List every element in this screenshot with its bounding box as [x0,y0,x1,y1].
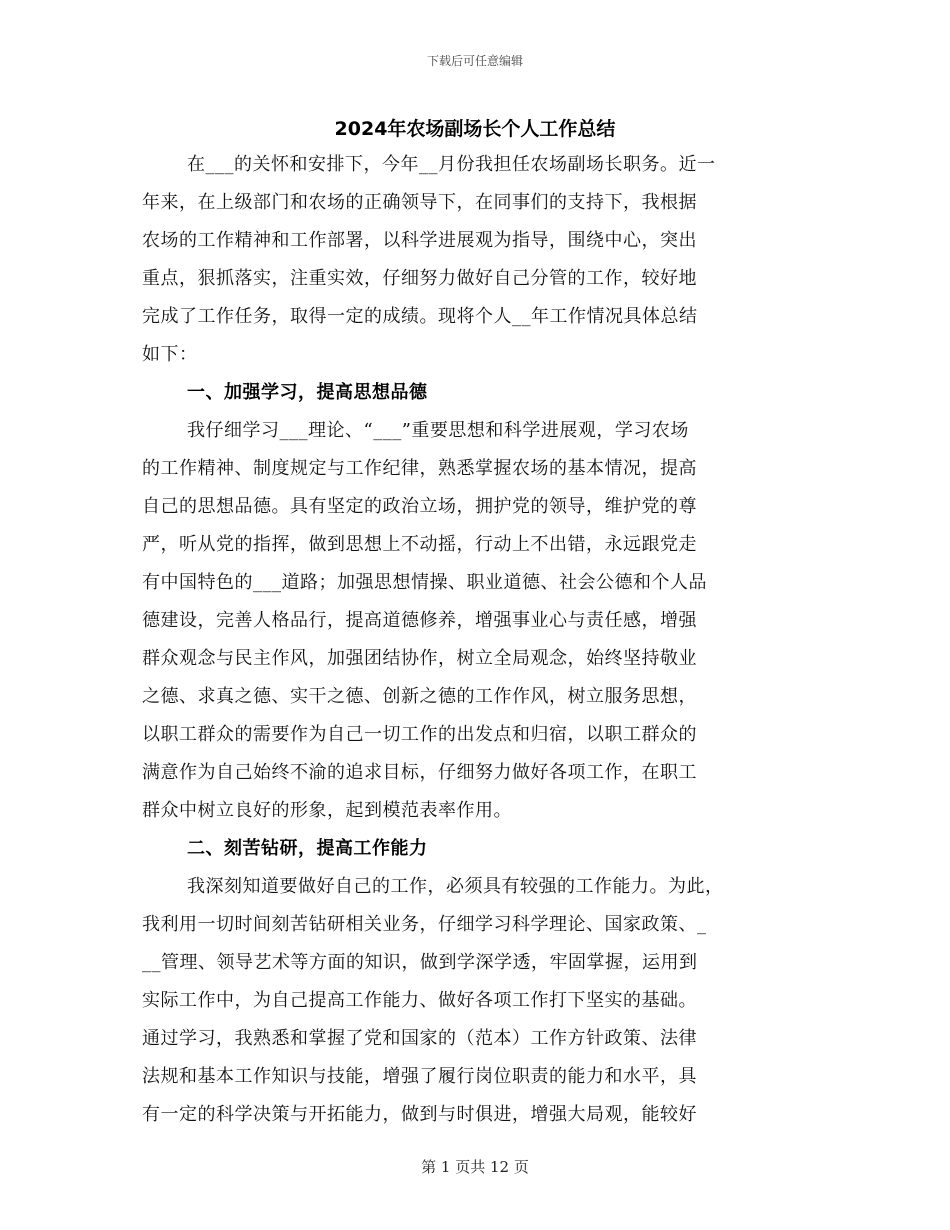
paragraph-line: 在___的关怀和安排下，今年__月份我担任农场副场长职务。近一 [187,154,716,175]
paragraph-line: 我仔细学习___理论、“___”重要思想和科学进展观，学习农场 [187,420,689,441]
document-title: 2024年农场副场长个人工作总结 [334,118,616,140]
paragraph-line: 严，听从党的指挥，做到思想上不动摇，行动上不出错，永远跟党走 [142,534,697,555]
paragraph-line: 德建设，完善人格品行，提高道德修养，增强事业心与责任感，增强 [142,610,697,631]
paragraph-line: 有中国特色的___道路；加强思想情操、职业道德、社会公德和个人品 [142,572,707,593]
page-header-note: 下载后可任意编辑 [426,54,523,68]
document-body [142,146,807,1134]
paragraph-line: 以职工群众的需要作为自己一切工作的出发点和归宿，以职工群众的 [142,724,697,745]
paragraph-line: 之德、求真之德、实干之德、创新之德的工作作风，树立服务思想， [142,686,697,707]
paragraph-line: 年来，在上级部门和农场的正确领导下，在同事们的支持下，我根据 [142,192,697,213]
page-number: 第 1 页共 12 页 [421,1158,529,1176]
paragraph-line: 有一定的科学决策与开拓能力，做到与时俱进，增强大局观，能较好 [142,1104,697,1125]
paragraph-line: 通过学习，我熟悉和掌握了党和国家的（范本）工作方针政策、法律 [142,1028,697,1049]
section-heading-2: 二、刻苦钻研，提高工作能力 [187,838,428,859]
paragraph-line: 重点，狠抓落实，注重实效，仔细努力做好自己分管的工作，较好地 [142,268,697,289]
paragraph-line: 完成了工作任务，取得一定的成绩。现将个人__年工作情况具体总结 [142,306,698,327]
paragraph-line: 自己的思想品德。具有坚定的政治立场，拥护党的领导，维护党的尊 [142,496,697,517]
paragraph-line: 如下： [142,344,198,365]
paragraph-line: __管理、领导艺术等方面的知识，做到学深学透，牢固掌握，运用到 [142,952,698,973]
paragraph-line: 群众中树立良好的形象，起到模范表率作用。 [142,800,512,821]
paragraph-line: 我深刻知道要做好自己的工作，必须具有较强的工作能力。为此， [187,876,724,897]
paragraph-line: 我利用一切时间刻苦钻研相关业务，仔细学习科学理论、国家政策、_ [142,914,707,935]
paragraph-line: 群众观念与民主作风，加强团结协作，树立全局观念，始终坚持敬业 [142,648,697,669]
paragraph-line: 满意作为自己始终不渝的追求目标，仔细努力做好各项工作，在职工 [142,762,697,783]
paragraph-line: 法规和基本工作知识与技能，增强了履行岗位职责的能力和水平，具 [142,1066,697,1087]
paragraph-line: 实际工作中，为自己提高工作能力、做好各项工作打下坚实的基础。 [142,990,697,1011]
section-heading-1: 一、加强学习，提高思想品德 [187,382,428,403]
paragraph-line: 农场的工作精神和工作部署，以科学进展观为指导，围绕中心，突出 [142,230,697,251]
paragraph-line: 的工作精神、制度规定与工作纪律，熟悉掌握农场的基本情况，提高 [142,458,697,479]
